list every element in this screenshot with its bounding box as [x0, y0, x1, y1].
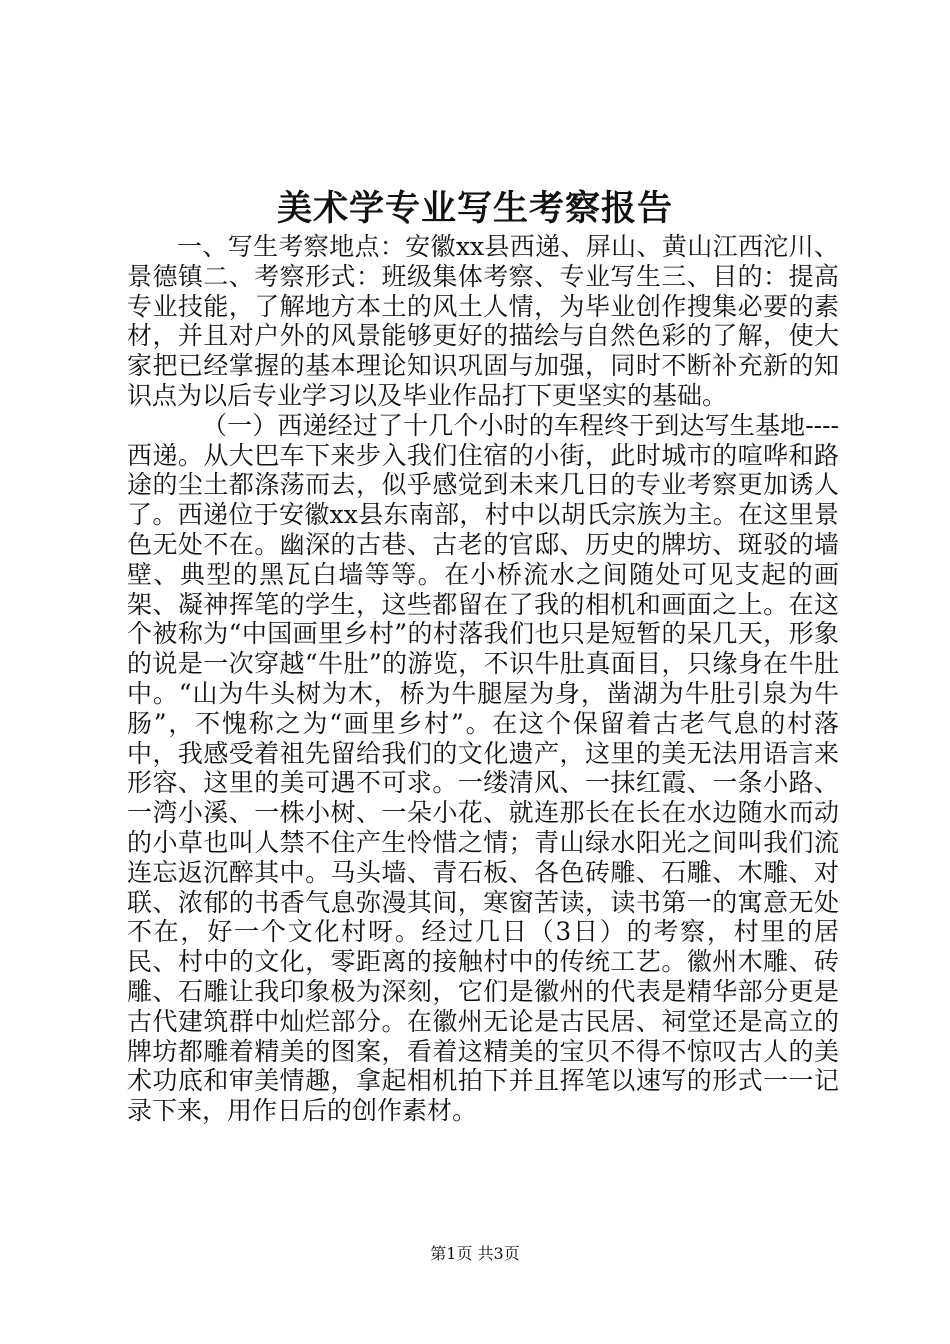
page-number-footer: 第1页 共3页 — [430, 1244, 520, 1263]
document-title: 美术学专业写生考察报告 — [276, 188, 673, 229]
document-body — [127, 232, 839, 1126]
paragraph-purpose: 一、写生考察地点：安徽xx县西递、屏山、黄山江西沱川、景德镇二、考察形式：班级集体考察、专业写生三、目的：提高专业技能，了解地方本土的风土人情，为毕业创作搜集必要的素材，并且对户外的风景能够更好的描绘与自然色彩的了解，使大家把已经掌握的基本理论知识巩固与加强，同时不断补充新的知识点为以后专业学习以及毕业作品打下更坚实的基础。 — [127, 232, 839, 410]
paragraph-xidi: （一）西递经过了十几个小时的车程终于到达写生基地----西递。从大巴车下来步入我们住宿的小街，此时城市的喧哗和路途的尘土都涤荡而去，似乎感觉到未来几日的专业考察更加诱人了。西递位于安徽xx县东南部，村中以胡氏宗族为主。在这里景色无处不在。幽深的古巷、古老的官邸、历史的牌坊、斑驳的墙壁、典型的黑瓦白墙等等。在小桥流水之间随处可见支起的画架、凝神挥笔的学生，这些都留在了我的相机和画面之上。在这个被称为“中国画里乡村”的村落我们也只是短暂的呆几天，形象的说是一次穿越“牛肚”的游览，不识牛肚真面目，只缘身在牛肚中。“山为牛头树为木，桥为牛腿屋为身，凿湖为牛肚引泉为牛肠”，不愧称之为“画里乡村”。在这个保留着古老气息的村落中，我感受着祖先留给我们的文化遗产，这里的美无法用语言来形容、这里的美可遇不可求。一缕清风、一抹红霞、一条小路、一湾小溪、一株小树、一朵小花、就连那长在长在水边随水而动的小草也叫人禁不住产生怜惜之情；青山绿水阳光之间叫我们流连忘返沉醉其中。马头墙、青石板、各色砖雕、石雕、木雕、对联、浓郁的书香气息弥漫其间，寒窗苦读，读书第一的寓意无处不在，好一个文化村呀。经过几日（3日）的考察，村里的居民、村中的文化，零距离的接触村中的传统工艺。徽州木雕、砖雕、石雕让我印象极为深刻，它们是徽州的代表是精华部分更是古代建筑群中灿烂部分。在徽州无论是古民居、祠堂还是高立的牌坊都雕着精美的图案，看着这精美的宝贝不得不惊叹古人的美术功底和审美情趣，拿起相机拍下并且挥笔以速写的形式一一记录下来，用作日后的创作素材。 — [127, 410, 839, 1126]
